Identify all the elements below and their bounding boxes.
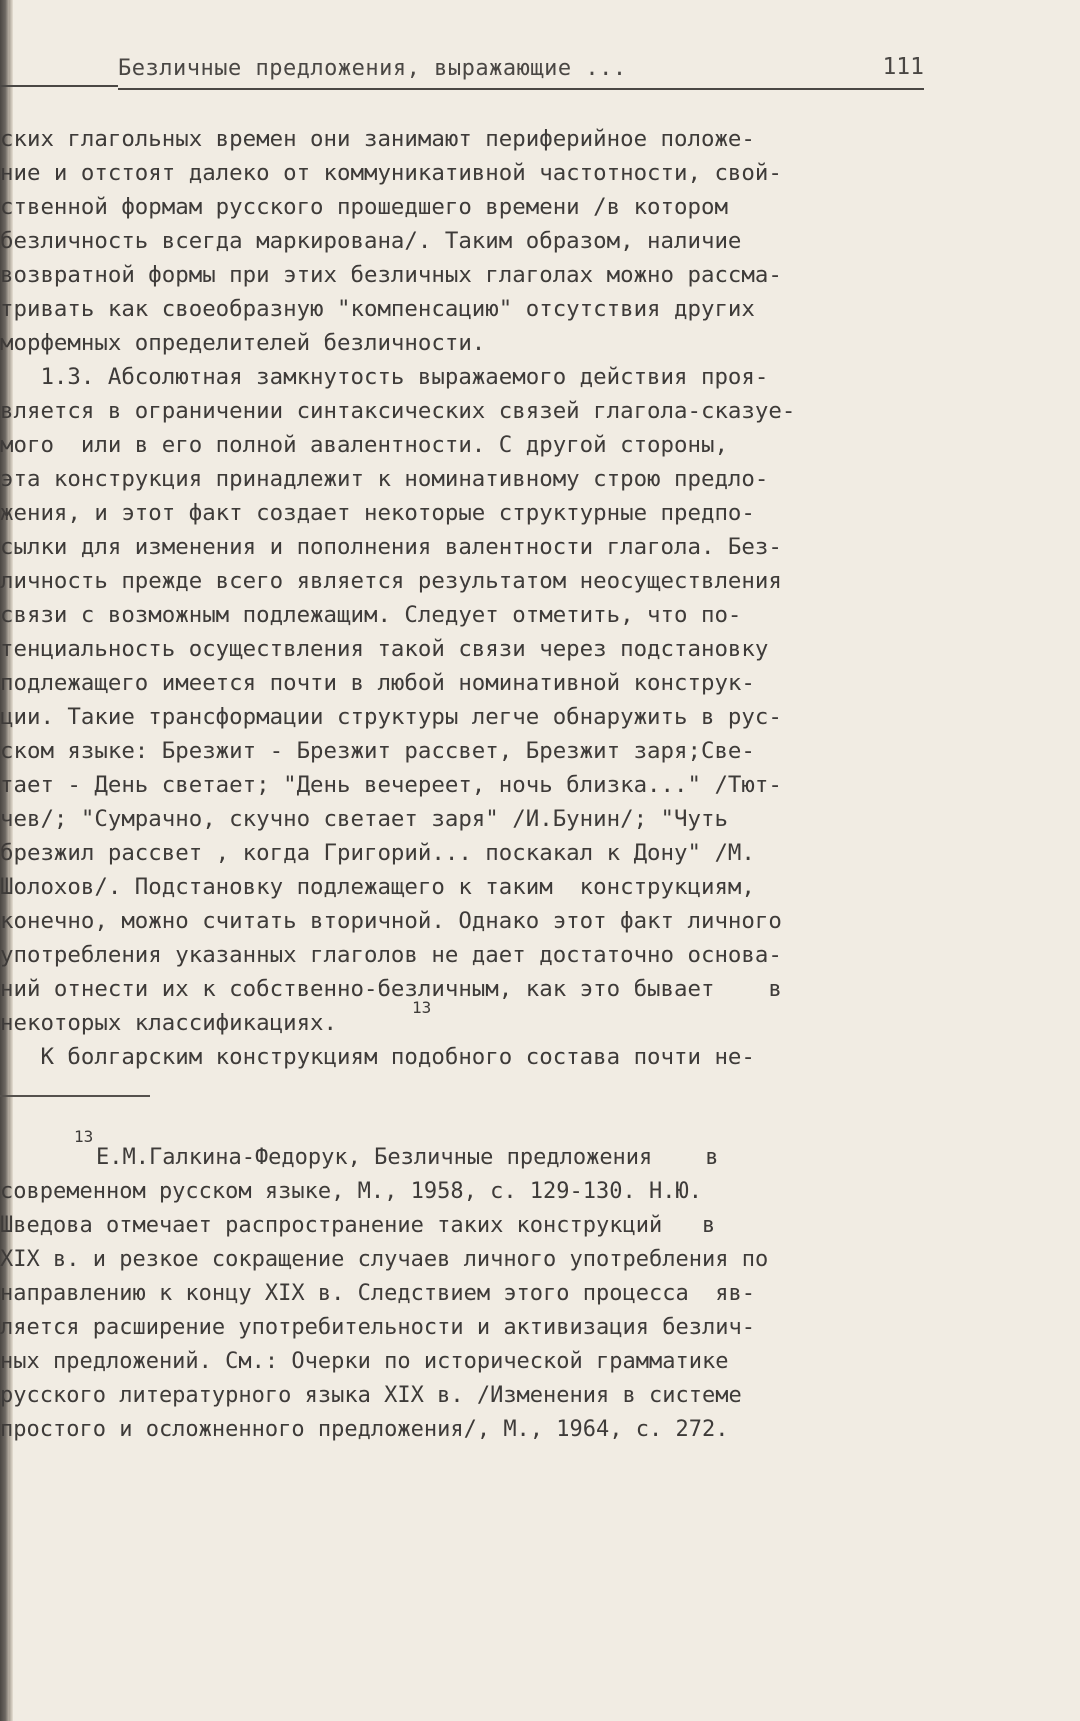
text-line: морфемных определителей безличности. xyxy=(0,330,486,356)
text-line: сылки для изменения и пополнения валентности глагола. Без- xyxy=(0,534,782,560)
text-line: тенциальность осуществления такой связи через подстановку xyxy=(0,636,769,662)
text-line: употребления указанных глаголов не дает достаточно основа- xyxy=(0,942,782,968)
text-line: конечно, можно считать вторичной. Однако этот факт личного xyxy=(0,908,782,934)
footnote-line: Шведова отмечает распространение таких конструкций в xyxy=(0,1213,716,1238)
text-line: ний отнести их к собственно-безличным, как это бывает в xyxy=(0,976,782,1002)
text-line: К болгарским конструкциям подобного состава почти не- xyxy=(0,1044,755,1070)
footnote-line: ных предложений. См.: Очерки по исторической грамматике xyxy=(0,1349,729,1374)
text-line: эта конструкция принадлежит к номинативному строю предло- xyxy=(0,466,769,492)
text-line: ции. Такие трансформации структуры легче обнаружить в рус- xyxy=(0,704,782,730)
text-line: ние и отстоят далеко от коммуникативной частотности, свой- xyxy=(0,160,782,186)
text-line: ских глагольных времен они занимают периферийное положе- xyxy=(0,126,755,152)
text-line: вляется в ограничении синтаксических связей глагола-сказуе- xyxy=(0,398,796,424)
text-line: возвратной формы при этих безличных глаголах можно рассма- xyxy=(0,262,782,288)
footnote-line: ляется расширение употребительности и активизация безлич- xyxy=(0,1315,755,1340)
text-line: брезжил рассвет , когда Григорий... поскакал к Дону" /М. xyxy=(0,840,755,866)
text-line: ском языке: Брезжит - Брезжит рассвет, Брезжит заря;Све- xyxy=(0,738,755,764)
footnote-reference: 13 xyxy=(412,998,432,1017)
text-line: некоторых классификациях. xyxy=(0,1010,338,1036)
text-line: чев/; "Сумрачно, скучно светает заря" /И.Бунин/; "Чуть xyxy=(0,806,728,832)
text-line: тривать как своеобразную "компенсацию" отсутствия других xyxy=(0,296,755,322)
footnote-line: современном русском языке, М., 1958, с. 129-130. Н.Ю. xyxy=(0,1179,702,1204)
footnote-line: XIX в. и резкое сокращение случаев личного употребления по xyxy=(0,1247,769,1272)
footnote-line: Е.М.Галкина-Федорук, Безличные предложения в xyxy=(96,1145,719,1170)
header-rule xyxy=(0,85,118,87)
footnote-rule xyxy=(0,1095,150,1097)
text-line: тает - День светает; "День вечереет, ночь близка..." /Тют- xyxy=(0,772,782,798)
running-header xyxy=(118,54,924,90)
text-line: ственной формам русского прошедшего времени /в котором xyxy=(0,194,728,220)
page-number: 111 xyxy=(882,54,924,80)
running-header-title: Безличные предложения, выражающие ... xyxy=(118,56,627,81)
footnote-line: простого и осложненного предложения/, М., 1964, с. 272. xyxy=(0,1417,729,1442)
footnote-line: русского литературного языка XIX в. /Изменения в системе xyxy=(0,1383,742,1408)
footnote-line: направлению к концу XIX в. Следствием этого процесса яв- xyxy=(0,1281,755,1306)
text-line: связи с возможным подлежащим. Следует отметить, что по- xyxy=(0,602,742,628)
footnote-number: 13 xyxy=(74,1127,94,1146)
text-line: Шолохов/. Подстановку подлежащего к таким конструкциям, xyxy=(0,874,755,900)
text-line: жения, и этот факт создает некоторые структурные предпо- xyxy=(0,500,755,526)
text-line: безличность всегда маркирована/. Таким образом, наличие xyxy=(0,228,742,254)
text-line: 1.3. Абсолютная замкнутость выражаемого действия проя- xyxy=(0,364,769,390)
text-line: подлежащего имеется почти в любой номинативной конструк- xyxy=(0,670,755,696)
text-line: личность прежде всего является результатом неосуществления xyxy=(0,568,782,594)
text-line: мого или в его полной авалентности. С другой стороны, xyxy=(0,432,728,458)
